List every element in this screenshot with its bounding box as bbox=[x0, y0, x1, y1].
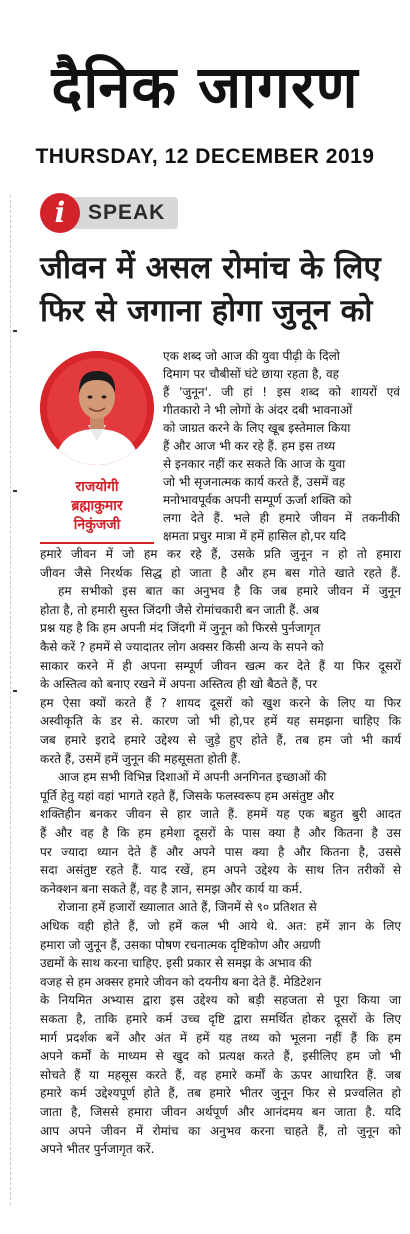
article-text-line: उद्यमों के साथ करना चाहिए. इसी प्रकार से समझ के अभाव की bbox=[40, 956, 312, 971]
author-name: निकुंजजी bbox=[73, 517, 121, 533]
article-text-line: रोजाना हमें हजारों ख्यालात आते हैं, जिनमें से ९० प्रतिशत से bbox=[58, 900, 317, 915]
article-text-line: अपने भीतर पुर्नजागृत करें. bbox=[40, 1142, 155, 1157]
article-text-line: कैसे करें ? हममें से ज्यादातर लोग अक्सर किसी अन्य के सपने को bbox=[40, 640, 324, 654]
article-text-line: वजह से हम अक्सर हमारे जीवन को दयनीय बना देते हैं. मेडिटेशन bbox=[40, 974, 322, 989]
article-text-line: पर ज्यादा ध्यान देते हैं और अपने पास क्या है और कितना है, उससे bbox=[40, 844, 402, 859]
article-text-line: शक्तिहीन बनकर जीवन से हार जाते हैं. हममें यह एक बहुत बुरी आदत bbox=[40, 807, 402, 822]
author-title: राजयोगी bbox=[75, 479, 119, 495]
publication-date: THURSDAY, 12 DECEMBER 2019 bbox=[35, 145, 375, 168]
article-text-line: हम सभीको इस बात का अनुभव है कि जब हमारे जीवन में जुनून bbox=[58, 584, 401, 599]
article-text-line: करते हैं, उसमें हमें जुनून की महसूसता होती हैं. bbox=[40, 751, 241, 766]
article-text-line: सोचते हैं या महसूस करते हैं, वह हमारे कर्मों के ऊपर आधारित हैं. जब bbox=[40, 1067, 401, 1082]
article-text-line: जब हमारे इरादे हमारे उद्देश्य से जुड़े हुए होते हैं, तब हम जो भी कार्य bbox=[40, 733, 402, 747]
article-text-line: मार्ग प्रदर्शक बनें और अंत में हमें यह तथ्य को भूलना नहीं हैं कि हम bbox=[40, 1030, 402, 1045]
article-text-line: पूर्ति हेतु यहां वहां भागते रहते हैं, जिसके फलस्वरूप हम असंतुष्ट और bbox=[40, 788, 335, 803]
article-text-line: मनोभावपूर्वक अपनी सम्पूर्ण ऊर्जा शक्ति को bbox=[163, 493, 352, 507]
author-photo bbox=[40, 351, 154, 465]
article-text-line: प्रश्न यह है कि हम अपनी मंद जिंदगी में जुनून को फिरसे पुर्नजागृत bbox=[40, 621, 321, 636]
article-text-line: सकता है, ताकि हमारे कर्म उच्च दृष्टि द्वारा समर्थित होकर दूसरों के लिए bbox=[40, 1012, 402, 1026]
headline-line: जीवन में असल रोमांच के लिए bbox=[40, 250, 381, 286]
article-text-line: जाता है, जिससे हमारा जीवन अर्थपूर्ण और आनंदमय बन जाता है. यदि bbox=[40, 1105, 402, 1119]
author-underline bbox=[40, 542, 154, 544]
column-label: SPEAK bbox=[88, 201, 166, 224]
article-text-line: जीवन जैसे निरर्थक सिद्ध हो जाता है और हम बस गोते खाते रहते हैं. bbox=[40, 565, 401, 580]
i-logo-icon: i bbox=[40, 193, 80, 233]
article-text-line: क्षमता प्रचुर मात्रा में हमें हासिल हो,पर यदि bbox=[163, 529, 346, 543]
article-text-line: के नियमित अभ्यास द्वारा इस उद्देश्य को बड़ी सहजता से पूरा किया जा bbox=[40, 993, 402, 1008]
article-headline bbox=[40, 247, 410, 333]
article-text-line: आज हम सभी विभिन्न दिशाओं में अपनी अनगिनत इच्छाओं की bbox=[58, 770, 327, 785]
margin-tick bbox=[13, 490, 17, 492]
article-text-line: हैं और वह है कि हम हमेशा दूसरों के पास क्या है और कितना है उस bbox=[40, 826, 402, 840]
article-text-line: होता है, तो हमारी सुस्त जिंदगी जैसे रोमांचकारी बन जाती हैं. अब bbox=[40, 602, 320, 617]
margin-tick bbox=[13, 690, 17, 692]
article-text-line: एक शब्द जो आज की युवा पीढ़ी के दिलो bbox=[163, 349, 340, 363]
author-organisation: ब्रह्माकुमार bbox=[71, 498, 123, 514]
margin-tick bbox=[13, 330, 17, 332]
article-text-line: जो भी सृजनात्मक कार्य करते हैं, उसमें वह bbox=[163, 475, 346, 489]
article-text-line: गीतकारो ने भी लोगों के अंदर दबी भावनाओं bbox=[163, 403, 353, 417]
article-text-line: साकार करने में ही अपना सम्पूर्ण जीवन खत्म कर देते हैं या फिर दूसरों bbox=[40, 658, 401, 673]
headline-line: फिर से जगाना होगा जुनून को bbox=[40, 293, 373, 329]
article-text-line: कनेक्शन बना सकते हैं, वह है ज्ञान, समझ और कार्य या कर्म. bbox=[40, 881, 303, 896]
article-text-line: दिमाग पर चौबीसों घंटे छाया रहता है, वह bbox=[163, 367, 340, 381]
column-margin-rule bbox=[10, 195, 11, 1205]
article-text-line: अधिक वही होते हैं, जो हमें कल भी आये थे. अत: हमें ज्ञान के लिए bbox=[40, 919, 402, 933]
author-byline bbox=[38, 478, 156, 535]
author-portrait-illustration bbox=[40, 351, 154, 465]
newspaper-masthead: दैनिक जागरण bbox=[51, 53, 359, 121]
i-speak-column-banner bbox=[40, 193, 180, 233]
article-text-line: हमारे जीवन में जो हम कर रहे हैं, उसके प्रति जुनून न हो तो हमारा bbox=[40, 547, 401, 561]
article-text-line: अस्वीकृति के डर से. कारण जो भी हो,पर हमें यह समझना चाहिए कि bbox=[40, 714, 401, 729]
article-text-line: हमारे कर्म उद्देश्यपूर्ण होते हैं, तब हमारे भीतर जुनून फिर से प्रज्वलित हो bbox=[40, 1086, 402, 1101]
article-text-line: को जाग्रत करने के लिए खूब इस्तेमाल किया bbox=[163, 421, 351, 435]
article-text-line: हैं और आज भी कर रहे हैं. हम इस तथ्य bbox=[163, 439, 336, 453]
article-text-line: से इनकार नहीं कर सकते कि आज के युवा bbox=[163, 457, 346, 471]
article-text-line: हम ऐसा क्यों करते हैं ? शायद दूसरों को खुश करने के लिए या फिर bbox=[40, 695, 401, 710]
article-text-line: के अस्तित्व को बनाए रखने में अपना अस्तित्व ही खो बैठते हैं, पर bbox=[40, 677, 318, 692]
article-text-line: हैं 'जुनून'. जी हां ! इस शब्द को शायरों एवं bbox=[163, 385, 400, 399]
article-text-line: हमारा जो जुनून हैं, उसका पोषण रचनात्मक दृष्टिकोण और अग्रणी bbox=[40, 937, 321, 952]
article-text-line: आप अपने जीवन में रोमांच का अनुभव करना चाहते हैं, तो जुनून को bbox=[40, 1123, 401, 1138]
article-text-line: अपने कर्मों के माध्यम से खुद को प्रत्यक्ष करते हैं, इसीलिए हम जो भी bbox=[40, 1049, 402, 1064]
article-text-line: सदा असंतुष्ट रहते हैं. याद रखें, हम अपने उद्देश्य के साथ तिन तरीकों से bbox=[40, 863, 401, 878]
article-text-line: लगा देते हैं. भले ही हमारे जीवन में तकनीकी bbox=[163, 511, 400, 525]
